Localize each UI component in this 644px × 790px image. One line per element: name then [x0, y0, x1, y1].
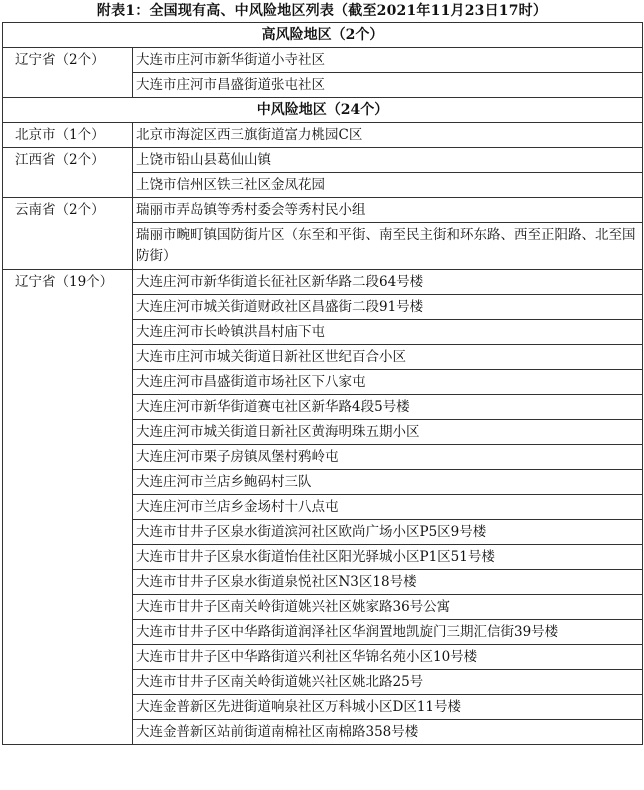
area-cell: 北京市海淀区西三旗街道富力桃园C区	[133, 123, 643, 148]
province-cell: 辽宁省（2个）	[3, 48, 133, 98]
area-cell: 大连市甘井子区泉水街道怡佳社区阳光驿城小区P1区51号楼	[133, 545, 643, 570]
area-cell: 大连庄河市城关街道日新社区黄海明珠五期小区	[133, 420, 643, 445]
area-cell: 大连庄河市兰店乡金场村十八点屯	[133, 495, 643, 520]
area-cell: 大连市甘井子区南关岭街道姚兴社区姚家路36号公寓	[133, 595, 643, 620]
table-row	[3, 270, 643, 295]
area-cell: 大连市甘井子区泉水街道滨河社区欧尚广场小区P5区9号楼	[133, 520, 643, 545]
province-cell: 江西省（2个）	[3, 148, 133, 198]
area-cell: 大连市甘井子区中华路街道润泽社区华润置地凯旋门三期汇信街39号楼	[133, 620, 643, 645]
area-cell: 上饶市信州区铁三社区金凤花园	[133, 173, 643, 198]
area-cell: 大连庄河市新华街道长征社区新华路二段64号楼	[133, 270, 643, 295]
area-cell: 大连庄河市新华街道赛屯社区新华路4段5号楼	[133, 395, 643, 420]
area-cell: 大连庄河市兰店乡鲍码村三队	[133, 470, 643, 495]
area-cell: 大连市甘井子区泉水街道泉悦社区N3区18号楼	[133, 570, 643, 595]
area-cell: 大连金普新区站前街道南棉社区南棉路358号楼	[133, 720, 643, 745]
section-header-row	[3, 98, 643, 123]
area-cell: 上饶市铅山县葛仙山镇	[133, 148, 643, 173]
province-cell: 云南省（2个）	[3, 198, 133, 270]
table-row	[3, 148, 643, 173]
section-header-high: 高风险地区（2个）	[3, 23, 643, 48]
area-cell: 大连庄河市昌盛街道市场社区下八家屯	[133, 370, 643, 395]
area-cell: 大连金普新区先进街道响泉社区万科城小区D区11号楼	[133, 695, 643, 720]
area-cell: 瑞丽市畹町镇国防街片区（东至和平街、南至民主街和环东路、西至正阳路、北至国防街）	[133, 223, 643, 270]
section-header-medium: 中风险地区（24个）	[3, 98, 643, 123]
province-cell: 北京市（1个）	[3, 123, 133, 148]
area-cell: 大连庄河市长岭镇洪昌村庙下屯	[133, 320, 643, 345]
table-row	[3, 48, 643, 73]
area-cell: 大连市庄河市昌盛街道张屯社区	[133, 73, 643, 98]
area-cell: 大连市庄河市城关街道日新社区世纪百合小区	[133, 345, 643, 370]
area-cell: 大连市甘井子区中华路街道兴利社区华锦名苑小区10号楼	[133, 645, 643, 670]
area-cell: 大连庄河市栗子房镇凤堡村鸦岭屯	[133, 445, 643, 470]
area-cell: 大连市甘井子区南关岭街道姚兴社区姚北路25号	[133, 670, 643, 695]
table-row	[3, 123, 643, 148]
document-title: 附表1：全国现有高、中风险地区列表（截至2021年11月23日17时）	[96, 3, 548, 19]
province-cell: 辽宁省（19个）	[3, 270, 133, 745]
section-header-row	[3, 23, 643, 48]
area-cell: 大连庄河市城关街道财政社区昌盛街二段91号楼	[133, 295, 643, 320]
risk-area-table	[2, 22, 643, 745]
area-cell: 大连市庄河市新华街道小寺社区	[133, 48, 643, 73]
area-cell: 瑞丽市弄岛镇等秀村委会等秀村民小组	[133, 198, 643, 223]
table-row	[3, 198, 643, 223]
